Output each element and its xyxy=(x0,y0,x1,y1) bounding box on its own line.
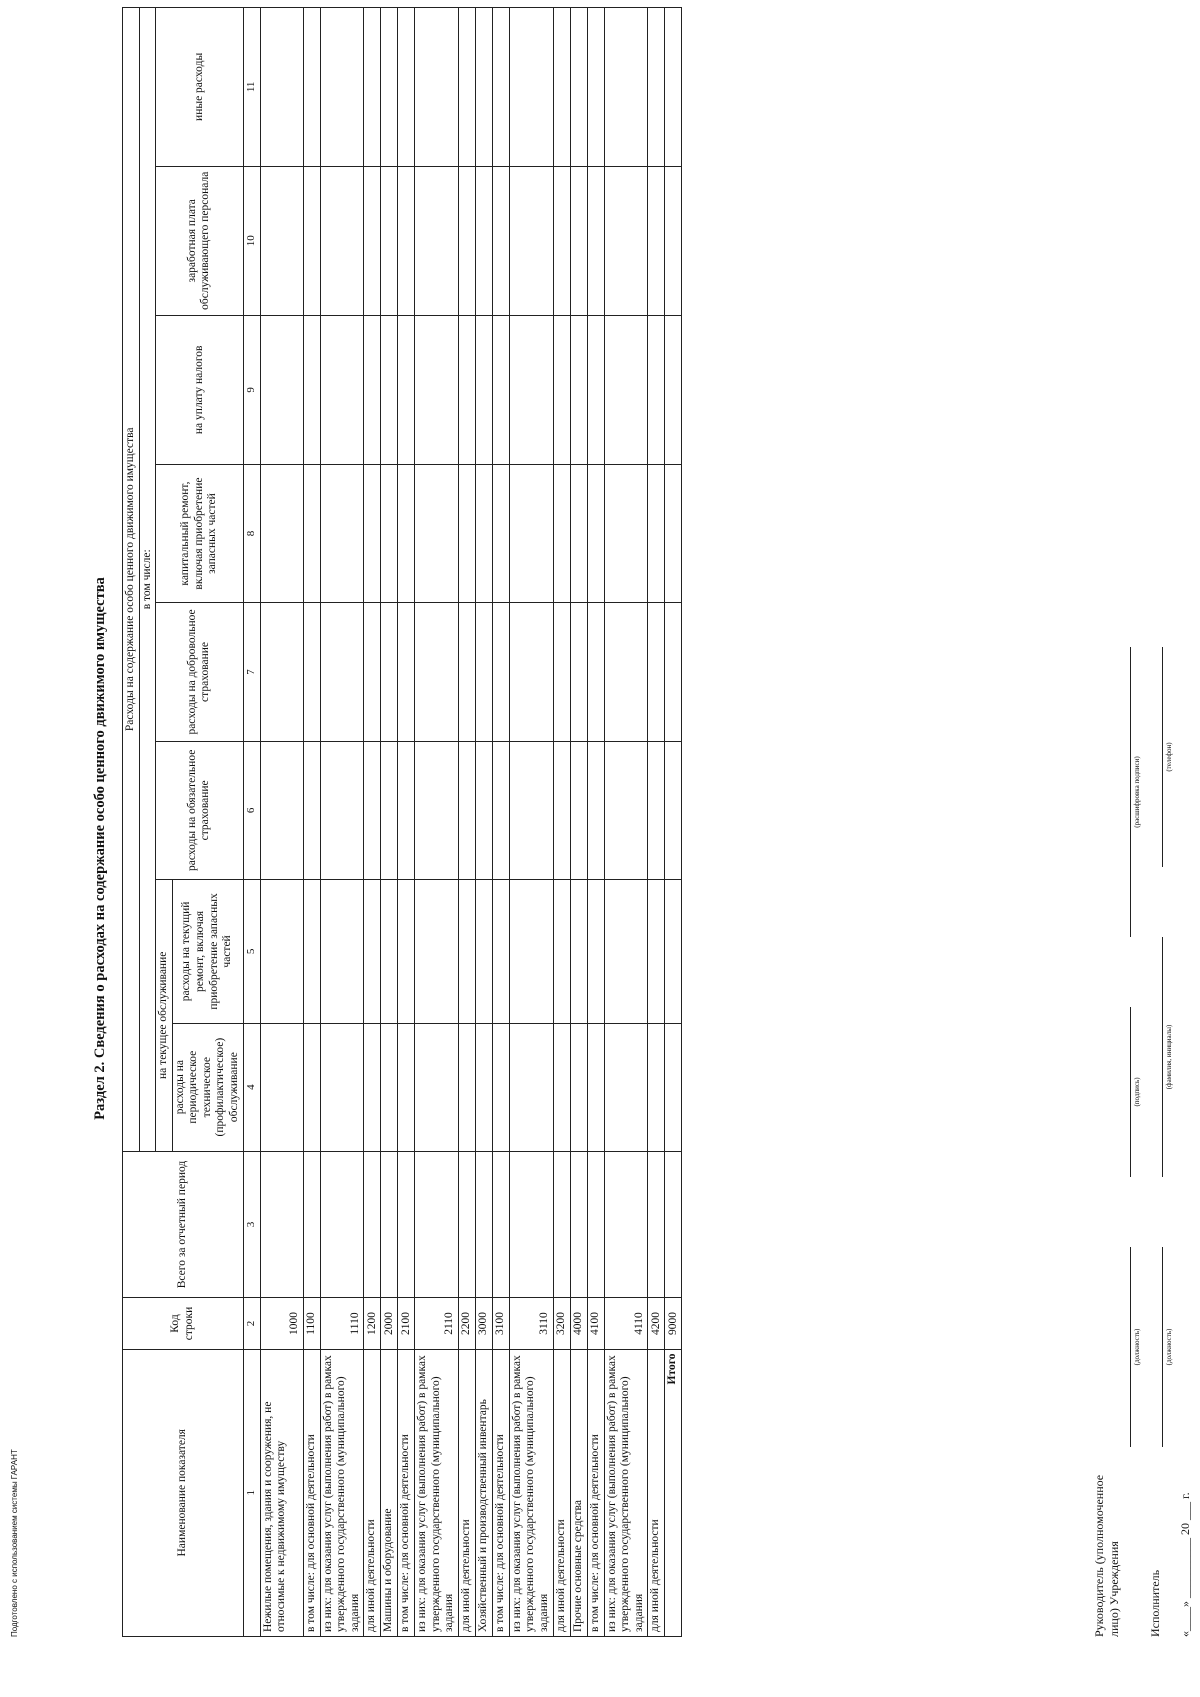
value-cell[interactable] xyxy=(587,1023,604,1151)
value-cell[interactable] xyxy=(303,880,320,1024)
value-cell[interactable] xyxy=(665,315,682,464)
value-cell[interactable] xyxy=(415,166,459,315)
value-cell[interactable] xyxy=(458,603,475,741)
value-cell[interactable] xyxy=(260,880,303,1024)
table-row xyxy=(492,8,509,1637)
row-code: 2000 xyxy=(381,1298,398,1349)
row-label: Итого xyxy=(665,1349,682,1636)
value-cell[interactable] xyxy=(604,1151,648,1298)
value-cell[interactable] xyxy=(492,8,509,167)
table-row xyxy=(604,8,648,1637)
value-cell[interactable] xyxy=(320,464,364,602)
value-cell[interactable] xyxy=(364,315,381,464)
value-cell[interactable] xyxy=(320,880,364,1024)
line-fio xyxy=(1162,937,1163,1177)
value-cell[interactable] xyxy=(553,741,570,879)
col-num: 5 xyxy=(243,880,260,1024)
header-c11: иные расходы xyxy=(156,8,243,167)
executor-label: Исполнитель xyxy=(1148,1569,1162,1637)
value-cell[interactable] xyxy=(415,315,459,464)
value-cell[interactable] xyxy=(665,741,682,879)
value-cell[interactable] xyxy=(475,8,492,167)
value-cell[interactable] xyxy=(260,315,303,464)
value-cell[interactable] xyxy=(381,880,398,1024)
row-label: Хозяйственный и производственный инвентарь xyxy=(475,1349,492,1636)
value-cell[interactable] xyxy=(364,741,381,879)
value-cell[interactable] xyxy=(648,880,665,1024)
row-code: 2110 xyxy=(415,1298,459,1349)
value-cell[interactable] xyxy=(509,315,553,464)
value-cell[interactable] xyxy=(415,603,459,741)
cap-position: (должность) xyxy=(1133,1328,1141,1366)
value-cell[interactable] xyxy=(260,166,303,315)
value-cell[interactable] xyxy=(570,8,587,167)
value-cell[interactable] xyxy=(415,464,459,602)
table-row xyxy=(570,8,587,1637)
value-cell[interactable] xyxy=(570,1023,587,1151)
value-cell[interactable] xyxy=(381,464,398,602)
value-cell[interactable] xyxy=(492,166,509,315)
value-cell[interactable] xyxy=(320,315,364,464)
value-cell[interactable] xyxy=(665,603,682,741)
value-cell[interactable] xyxy=(475,1151,492,1298)
col-num: 3 xyxy=(243,1151,260,1298)
value-cell[interactable] xyxy=(509,1151,553,1298)
value-cell[interactable] xyxy=(381,1023,398,1151)
table-row xyxy=(509,8,553,1637)
value-cell[interactable] xyxy=(475,741,492,879)
value-cell[interactable] xyxy=(320,166,364,315)
value-cell[interactable] xyxy=(260,1151,303,1298)
row-code: 2200 xyxy=(458,1298,475,1349)
col-num: 8 xyxy=(243,464,260,602)
value-cell[interactable] xyxy=(415,1023,459,1151)
header-c9: на уплату налогов xyxy=(156,315,243,464)
row-label: для иной деятельности xyxy=(458,1349,475,1636)
table-body xyxy=(260,8,682,1637)
table-row xyxy=(665,8,682,1637)
watermark: Подготовлено с использованием системы ГАРАНТ xyxy=(10,1449,19,1637)
row-code: 4200 xyxy=(648,1298,665,1349)
line-signature xyxy=(1130,1007,1131,1177)
col-num: 7 xyxy=(243,603,260,741)
row-code: 1000 xyxy=(260,1298,303,1349)
line-position2 xyxy=(1162,1247,1163,1447)
row-code: 9000 xyxy=(665,1298,682,1349)
table-row xyxy=(553,8,570,1637)
value-cell[interactable] xyxy=(320,603,364,741)
value-cell[interactable] xyxy=(553,166,570,315)
value-cell[interactable] xyxy=(492,464,509,602)
value-cell[interactable] xyxy=(364,1023,381,1151)
row-label: Прочие основные средства xyxy=(570,1349,587,1636)
value-cell[interactable] xyxy=(570,603,587,741)
value-cell[interactable] xyxy=(492,880,509,1024)
cap-signature: (подпись) xyxy=(1133,1077,1141,1107)
value-cell[interactable] xyxy=(381,741,398,879)
value-cell[interactable] xyxy=(458,8,475,167)
row-code: 2100 xyxy=(398,1298,415,1349)
value-cell[interactable] xyxy=(364,464,381,602)
value-cell[interactable] xyxy=(398,315,415,464)
value-cell[interactable] xyxy=(364,603,381,741)
header-c7: расходы на добровольное страхование xyxy=(156,603,243,741)
col-num: 6 xyxy=(243,741,260,879)
value-cell[interactable] xyxy=(475,603,492,741)
value-cell[interactable] xyxy=(320,741,364,879)
value-cell[interactable] xyxy=(458,1023,475,1151)
col-num: 4 xyxy=(243,1023,260,1151)
value-cell[interactable] xyxy=(398,603,415,741)
row-code: 1100 xyxy=(303,1298,320,1349)
value-cell[interactable] xyxy=(509,8,553,167)
header-c10: заработная плата обслуживающего персонала xyxy=(156,166,243,315)
page-title: Раздел 2. Сведения о расходах на содержание особо ценного движимого имущества xyxy=(92,577,108,1120)
value-cell[interactable] xyxy=(587,315,604,464)
header-total: Всего за отчетный период xyxy=(123,1151,244,1298)
value-cell[interactable] xyxy=(604,1023,648,1151)
value-cell[interactable] xyxy=(587,464,604,602)
row-label: для иной деятельности xyxy=(553,1349,570,1636)
row-label: для иной деятельности xyxy=(364,1349,381,1636)
value-cell[interactable] xyxy=(398,880,415,1024)
value-cell[interactable] xyxy=(398,464,415,602)
value-cell[interactable] xyxy=(587,1151,604,1298)
value-cell[interactable] xyxy=(553,1023,570,1151)
value-cell[interactable] xyxy=(303,166,320,315)
value-cell[interactable] xyxy=(665,8,682,167)
value-cell[interactable] xyxy=(648,1023,665,1151)
value-cell[interactable] xyxy=(570,1151,587,1298)
row-code: 3000 xyxy=(475,1298,492,1349)
header-c4: расходы на периодическое техническое (профилактическое) обслуживание xyxy=(172,1023,243,1151)
value-cell[interactable] xyxy=(260,1023,303,1151)
row-label: Нежилые помещения, здания и сооружения, не относимые к недвижимому имуществу xyxy=(260,1349,303,1636)
header-code: Код строки xyxy=(123,1298,244,1349)
value-cell[interactable] xyxy=(604,8,648,167)
table-row xyxy=(260,8,303,1637)
value-cell[interactable] xyxy=(665,1151,682,1298)
row-code: 3100 xyxy=(492,1298,509,1349)
value-cell[interactable] xyxy=(364,880,381,1024)
value-cell[interactable] xyxy=(458,1151,475,1298)
value-cell[interactable] xyxy=(570,880,587,1024)
value-cell[interactable] xyxy=(570,741,587,879)
cap-phone: (телефон) xyxy=(1165,742,1173,772)
expenses-table xyxy=(122,7,682,1637)
value-cell[interactable] xyxy=(570,166,587,315)
row-label: в том числе: для основной деятельности xyxy=(587,1349,604,1636)
value-cell[interactable] xyxy=(648,8,665,167)
value-cell[interactable] xyxy=(553,8,570,167)
line-position xyxy=(1130,1247,1131,1447)
value-cell[interactable] xyxy=(260,8,303,167)
row-code: 4000 xyxy=(570,1298,587,1349)
value-cell[interactable] xyxy=(303,603,320,741)
row-label: Машины и оборудование xyxy=(381,1349,398,1636)
value-cell[interactable] xyxy=(587,880,604,1024)
header-group: Расходы на содержание особо ценного движимого имущества xyxy=(123,8,140,1152)
value-cell[interactable] xyxy=(475,464,492,602)
value-cell[interactable] xyxy=(553,464,570,602)
value-cell[interactable] xyxy=(381,8,398,167)
value-cell[interactable] xyxy=(665,166,682,315)
value-cell[interactable] xyxy=(509,464,553,602)
table-row xyxy=(303,8,320,1637)
value-cell[interactable] xyxy=(648,464,665,602)
value-cell[interactable] xyxy=(553,315,570,464)
table-row xyxy=(458,8,475,1637)
value-cell[interactable] xyxy=(398,1023,415,1151)
value-cell[interactable] xyxy=(587,603,604,741)
value-cell[interactable] xyxy=(260,741,303,879)
table-row xyxy=(381,8,398,1637)
row-code: 1110 xyxy=(320,1298,364,1349)
value-cell[interactable] xyxy=(398,166,415,315)
row-code: 4100 xyxy=(587,1298,604,1349)
value-cell[interactable] xyxy=(570,315,587,464)
header-incl: в том числе: xyxy=(139,8,156,1152)
value-cell[interactable] xyxy=(398,8,415,167)
value-cell[interactable] xyxy=(398,1151,415,1298)
header-current: на текущее обслуживание xyxy=(156,880,173,1151)
table-row xyxy=(475,8,492,1637)
cap-position2: (должность) xyxy=(1165,1328,1173,1366)
value-cell[interactable] xyxy=(648,1151,665,1298)
value-cell[interactable] xyxy=(604,880,648,1024)
value-cell[interactable] xyxy=(303,741,320,879)
line-phone xyxy=(1162,647,1163,867)
value-cell[interactable] xyxy=(303,8,320,167)
value-cell[interactable] xyxy=(381,603,398,741)
value-cell[interactable] xyxy=(553,1151,570,1298)
table-row xyxy=(587,8,604,1637)
line-decode xyxy=(1130,647,1131,937)
value-cell[interactable] xyxy=(570,464,587,602)
row-code: 3200 xyxy=(553,1298,570,1349)
value-cell[interactable] xyxy=(492,1023,509,1151)
value-cell[interactable] xyxy=(492,1151,509,1298)
row-label: из них: для оказания услуг (выполнения работ) в рамках утвержденного государственного (муниципального) задания xyxy=(415,1349,459,1636)
value-cell[interactable] xyxy=(458,166,475,315)
value-cell[interactable] xyxy=(303,315,320,464)
value-cell[interactable] xyxy=(320,1151,364,1298)
value-cell[interactable] xyxy=(553,603,570,741)
value-cell[interactable] xyxy=(604,603,648,741)
row-label: для иной деятельности xyxy=(648,1349,665,1636)
value-cell[interactable] xyxy=(604,464,648,602)
col-num: 1 xyxy=(243,1349,260,1636)
value-cell[interactable] xyxy=(587,741,604,879)
value-cell[interactable] xyxy=(320,1023,364,1151)
value-cell[interactable] xyxy=(381,1151,398,1298)
cap-decode: (расшифровка подписи) xyxy=(1133,756,1141,828)
row-label: в том числе: для основной деятельности xyxy=(398,1349,415,1636)
value-cell[interactable] xyxy=(509,166,553,315)
value-cell[interactable] xyxy=(415,741,459,879)
value-cell[interactable] xyxy=(475,315,492,464)
value-cell[interactable] xyxy=(492,315,509,464)
table-row xyxy=(320,8,364,1637)
value-cell[interactable] xyxy=(260,464,303,602)
value-cell[interactable] xyxy=(381,315,398,464)
value-cell[interactable] xyxy=(458,464,475,602)
value-cell[interactable] xyxy=(458,741,475,879)
value-cell[interactable] xyxy=(303,464,320,602)
value-cell[interactable] xyxy=(648,603,665,741)
value-cell[interactable] xyxy=(553,880,570,1024)
table-row xyxy=(398,8,415,1637)
value-cell[interactable] xyxy=(364,8,381,167)
value-cell[interactable] xyxy=(509,603,553,741)
value-cell[interactable] xyxy=(303,1023,320,1151)
value-cell[interactable] xyxy=(648,166,665,315)
row-label: в том числе: для основной деятельности xyxy=(303,1349,320,1636)
header-c6: расходы на обязательное страхование xyxy=(156,741,243,879)
header-name: Наименование показателя xyxy=(123,1349,244,1636)
value-cell[interactable] xyxy=(458,315,475,464)
cap-fio: (фамилия, инициалы) xyxy=(1165,1024,1173,1090)
value-cell[interactable] xyxy=(260,603,303,741)
value-cell[interactable] xyxy=(458,880,475,1024)
value-cell[interactable] xyxy=(364,166,381,315)
row-label: из них: для оказания услуг (выполнения работ) в рамках утвержденного государственного (муниципального) задания xyxy=(509,1349,553,1636)
row-label: из них: для оказания услуг (выполнения работ) в рамках утвержденного государственного (муниципального) задания xyxy=(320,1349,364,1636)
head-label: Руководитель (уполномоченное лицо) Учреждения xyxy=(1092,1474,1121,1637)
value-cell[interactable] xyxy=(587,166,604,315)
header-c5: расходы на текущий ремонт, включая приобретение запасных частей xyxy=(172,880,243,1024)
date-line: «____» __________ 20 ___ г. xyxy=(1178,1492,1192,1637)
value-cell[interactable] xyxy=(303,1151,320,1298)
value-cell[interactable] xyxy=(364,1151,381,1298)
value-cell[interactable] xyxy=(415,1151,459,1298)
table-row xyxy=(364,8,381,1637)
value-cell[interactable] xyxy=(604,741,648,879)
value-cell[interactable] xyxy=(604,166,648,315)
value-cell[interactable] xyxy=(604,315,648,464)
row-code: 3110 xyxy=(509,1298,553,1349)
col-num: 10 xyxy=(243,166,260,315)
value-cell[interactable] xyxy=(587,8,604,167)
value-cell[interactable] xyxy=(492,741,509,879)
row-label: из них: для оказания услуг (выполнения работ) в рамках утвержденного государственного (муниципального) задания xyxy=(604,1349,648,1636)
value-cell[interactable] xyxy=(381,166,398,315)
row-code: 4110 xyxy=(604,1298,648,1349)
value-cell[interactable] xyxy=(665,464,682,602)
value-cell[interactable] xyxy=(648,741,665,879)
col-num: 9 xyxy=(243,315,260,464)
value-cell[interactable] xyxy=(665,880,682,1024)
value-cell[interactable] xyxy=(648,315,665,464)
value-cell[interactable] xyxy=(492,603,509,741)
value-cell[interactable] xyxy=(509,1023,553,1151)
value-cell[interactable] xyxy=(415,8,459,167)
value-cell[interactable] xyxy=(415,880,459,1024)
col-num: 11 xyxy=(243,8,260,167)
row-code: 1200 xyxy=(364,1298,381,1349)
value-cell[interactable] xyxy=(475,1023,492,1151)
value-cell[interactable] xyxy=(398,741,415,879)
col-num: 2 xyxy=(243,1298,260,1349)
header-c8: капитальный ремонт, включая приобретение запасных частей xyxy=(156,464,243,602)
row-label: в том числе: для основной деятельности xyxy=(492,1349,509,1636)
value-cell[interactable] xyxy=(320,8,364,167)
value-cell[interactable] xyxy=(475,166,492,315)
table-row xyxy=(415,8,459,1637)
value-cell[interactable] xyxy=(509,880,553,1024)
value-cell[interactable] xyxy=(509,741,553,879)
value-cell[interactable] xyxy=(475,880,492,1024)
value-cell[interactable] xyxy=(665,1023,682,1151)
table-row xyxy=(648,8,665,1637)
